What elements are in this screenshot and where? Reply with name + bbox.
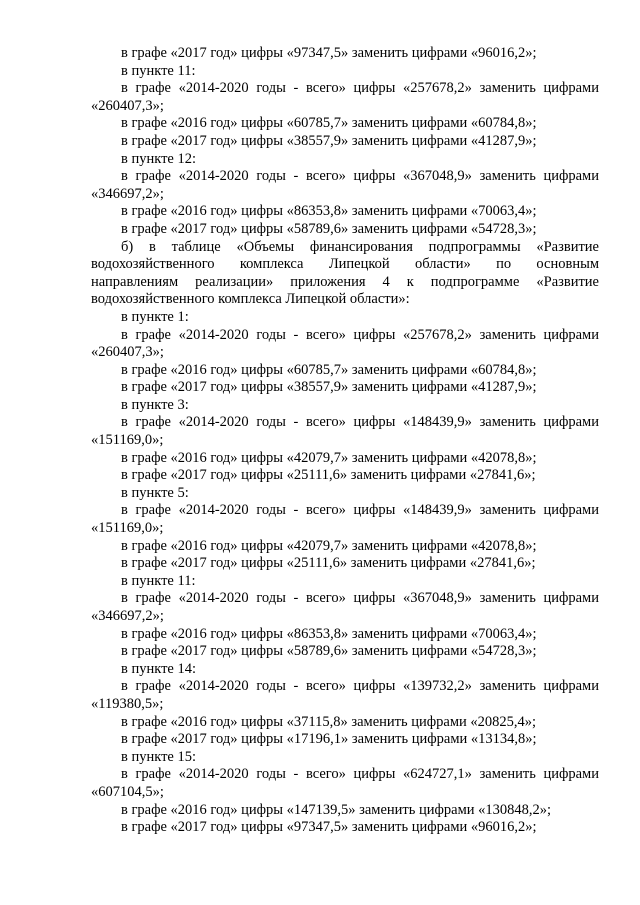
section-heading: в пункте 14:: [121, 660, 197, 677]
text-line: в графе «2016 год» цифры «86353,8» заменить цифрами «70063,4»;: [121, 203, 537, 220]
text-line: в графе «2017 год» цифры «17196,1» заменить цифрами «13134,8»;: [121, 731, 537, 748]
text-line: в графе «2014-2020 годы - всего» цифры «257678,2» заменить цифрами: [121, 80, 599, 97]
text-line: в графе «2016 год» цифры «60785,7» заменить цифрами «60784,8»;: [121, 115, 537, 132]
text-line: «151169,0»;: [91, 520, 164, 537]
text-line: «346697,2»;: [91, 608, 164, 624]
document-body: [91, 45, 599, 837]
text-line: в графе «2017 год» цифры «25111,6» заменить цифрами «27841,6»;: [121, 467, 536, 484]
paragraph-line: водохозяйственного комплекса Липецкой области» по основным: [91, 256, 599, 273]
text-line: «151169,0»;: [91, 432, 164, 449]
text-line: в графе «2017 год» цифры «38557,9» заменить цифрами «41287,9»;: [121, 379, 537, 396]
text-line: в графе «2014-2020 годы - всего» цифры «367048,9» заменить цифрами: [121, 168, 599, 185]
text-line: в графе «2014-2020 годы - всего» цифры «148439,9» заменить цифрами: [121, 502, 599, 519]
text-line: в графе «2016 год» цифры «147139,5» заменить цифрами «130848,2»;: [121, 801, 552, 818]
text-line: в графе «2014-2020 годы - всего» цифры «148439,9» заменить цифрами: [121, 414, 599, 431]
text-line: в графе «2014-2020 годы - всего» цифры «624727,1» заменить цифрами: [121, 766, 599, 783]
text-line: в графе «2017 год» цифры «97347,5» заменить цифрами «96016,2»;: [121, 819, 537, 836]
text-line: «119380,5»;: [91, 695, 164, 712]
section-heading: в пункте 15:: [121, 748, 197, 765]
text-line: «607104,5»;: [91, 783, 164, 800]
text-line: в графе «2017 год» цифры «25111,6» заменить цифрами «27841,6»;: [121, 555, 536, 572]
paragraph-line: направлениям реализации» приложения 4 к подпрограмме «Развитие: [91, 273, 599, 290]
text-line: «260407,3»;: [91, 97, 164, 114]
section-heading: в пункте 11:: [121, 572, 196, 589]
section-heading: в пункте 11:: [121, 62, 196, 79]
text-line: в графе «2017 год» цифры «38557,9» заменить цифрами «41287,9»;: [121, 132, 537, 149]
text-line: «260407,3»;: [91, 344, 164, 361]
paragraph-line: водохозяйственного комплекса Липецкой области»:: [91, 291, 410, 308]
text-line: в графе «2016 год» цифры «60785,7» заменить цифрами «60784,8»;: [121, 361, 537, 378]
text-line: в графе «2017 год» цифры «58789,6» заменить цифрами «54728,3»;: [121, 643, 537, 660]
section-heading: в пункте 1:: [121, 308, 189, 325]
text-line: в графе «2017 год» цифры «58789,6» заменить цифрами «54728,3»;: [121, 220, 537, 237]
text-line: в графе «2016 год» цифры «42079,7» заменить цифрами «42078,8»;: [121, 537, 537, 554]
text-line: в графе «2016 год» цифры «86353,8» заменить цифрами «70063,4»;: [121, 625, 537, 642]
text-line: в графе «2014-2020 годы - всего» цифры «257678,2» заменить цифрами: [121, 326, 599, 343]
section-heading: в пункте 5:: [121, 484, 189, 501]
text-line: «346697,2»;: [91, 185, 164, 202]
text-line: в графе «2014-2020 годы - всего» цифры «367048,9» заменить цифрами: [121, 590, 599, 607]
section-heading: в пункте 12:: [121, 150, 197, 167]
text-line: в графе «2017 год» цифры «97347,5» заменить цифрами «96016,2»;: [121, 45, 537, 61]
paragraph-line: б) в таблице «Объемы финансирования подпрограммы «Развитие: [121, 238, 599, 255]
text-line: в графе «2014-2020 годы - всего» цифры «139732,2» заменить цифрами: [121, 678, 599, 695]
text-line: в графе «2016 год» цифры «37115,8» заменить цифрами «20825,4»;: [121, 713, 537, 730]
section-heading: в пункте 3:: [121, 396, 189, 413]
text-line: в графе «2016 год» цифры «42079,7» заменить цифрами «42078,8»;: [121, 449, 537, 466]
